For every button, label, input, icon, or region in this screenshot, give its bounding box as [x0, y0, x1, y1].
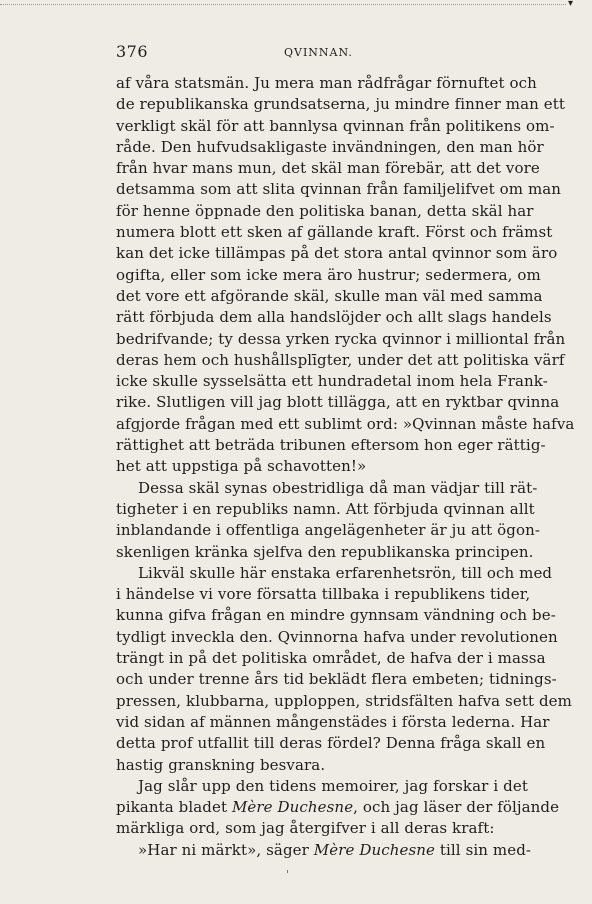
text-line: det vore ett afgörande skäl, skulle man väl med samma: [116, 286, 543, 305]
text-line: af våra statsmän. Ju mera man rådfrågar förnuftet och: [116, 74, 537, 92]
text-line: numera blott ett sken af gällande kraft. Först och främst: [116, 223, 553, 242]
text-line: i händelse vi vore försatta tillbaka i republikens tider,: [116, 585, 531, 604]
text-line: tydligt inveckla den. Qvinnorna hafva under revolutionen: [116, 627, 558, 646]
text-line: kunna gifva frågan en mindre gynnsam vändning och be-: [116, 606, 556, 625]
text-line: råde. Den hufvudsakligaste invändningen, den man hör: [116, 137, 544, 156]
text-line: afgjorde frågan med ett sublimt ord: »Qvinnan måste hafva: [116, 414, 575, 433]
corner-mark: ▾: [568, 0, 574, 9]
text-line: skenligen kränka sjelfva den republikanska principen.: [116, 542, 534, 561]
text-line: detsamma som att slita qvinnan från familjelifvet om man: [116, 180, 562, 199]
text-line: rike. Slutligen vill jag blott tillägga, att en ryktbar qvinna: [116, 393, 560, 412]
text-line: detta prof utfallit till deras fördel? Denna fråga skall en: [116, 734, 546, 753]
text-line: pikanta bladet Mère Duchesne, och jag läser der följande: [116, 798, 560, 817]
text-line: tigheter i en republiks namn. Att förbjuda qvinnan allt: [116, 499, 535, 518]
text-line: pressen, klubbarna, upploppen, stridsfälten hafva sett dem: [116, 691, 572, 710]
paragraph: [116, 563, 572, 776]
text-line: rätt förbjuda dem alla handslöjder och allt slags handels: [116, 308, 552, 327]
text-line: bedrifvande; ty dessa yrken rycka qvinnor i milliontal från: [116, 329, 566, 348]
text-line: kan det icke tillämpas på det stora antal qvinnor som äro: [116, 244, 558, 263]
text-line: Likväl skulle här enstaka erfarenhetsrön, till och med: [138, 563, 553, 582]
italic-title: Mère Duchesne: [231, 798, 354, 817]
text-line: de republikanska grundsatserna, ju mindre finner man ett: [116, 95, 565, 114]
top-dotted-rule: [0, 4, 566, 5]
italic-title: Mère Duchesne: [313, 840, 436, 859]
paragraph: [116, 840, 532, 861]
text-line: för henne öppnade den politiska banan, detta skäl har: [116, 201, 534, 220]
text-line: vid sidan af männen mångenstädes i första lederna. Har: [116, 712, 550, 731]
text-line: ogifta, eller som icke mera äro hustrur; sedermera, om: [116, 265, 541, 284]
text-line: verkligt skäl för att bannlysa qvinnan från politikens om-: [116, 116, 555, 135]
text-line: icke skulle sysselsätta ett hundradetal inom hela Frank-: [116, 372, 548, 391]
text-line: »Har ni märkt», säger Mère Duchesne till sin med-: [138, 840, 532, 859]
text-line: från hvar mans mun, det skäl man förebär, att det vore: [116, 159, 540, 178]
text-line: inblandande i offentliga angelägenheter är ju att ögon-: [116, 521, 541, 540]
paragraph: [116, 478, 541, 563]
text-line: deras hem och hushållsplīgter, under det att politiska värf: [116, 350, 565, 369]
text-line: och under trenne års tid beklädt flera embeten; tidnings-: [116, 670, 557, 689]
paragraph: [116, 73, 575, 478]
text-line: het att uppstiga på schavotten!»: [116, 457, 367, 476]
text-line: märkliga ord, som jag återgifver i all deras kraft:: [116, 819, 495, 838]
text-line: Dessa skäl synas obestridliga då man vädjar till rät-: [138, 478, 538, 497]
text-line: trängt in på det politiska området, de hafva der i massa: [116, 649, 546, 668]
body-text: [116, 73, 575, 861]
running-head: QVINNAN.: [284, 46, 353, 59]
page-header: [0, 42, 592, 66]
text-line: rättighet att beträda tribunen eftersom hon eger rättig-: [116, 436, 546, 455]
text-line: hastig granskning besvara.: [116, 755, 326, 774]
bottom-mark: ': [286, 868, 290, 881]
paragraph: [116, 776, 560, 840]
text-line: Jag slår upp den tidens memoirer, jag forskar i det: [138, 776, 528, 795]
page-number: 376: [116, 42, 149, 61]
